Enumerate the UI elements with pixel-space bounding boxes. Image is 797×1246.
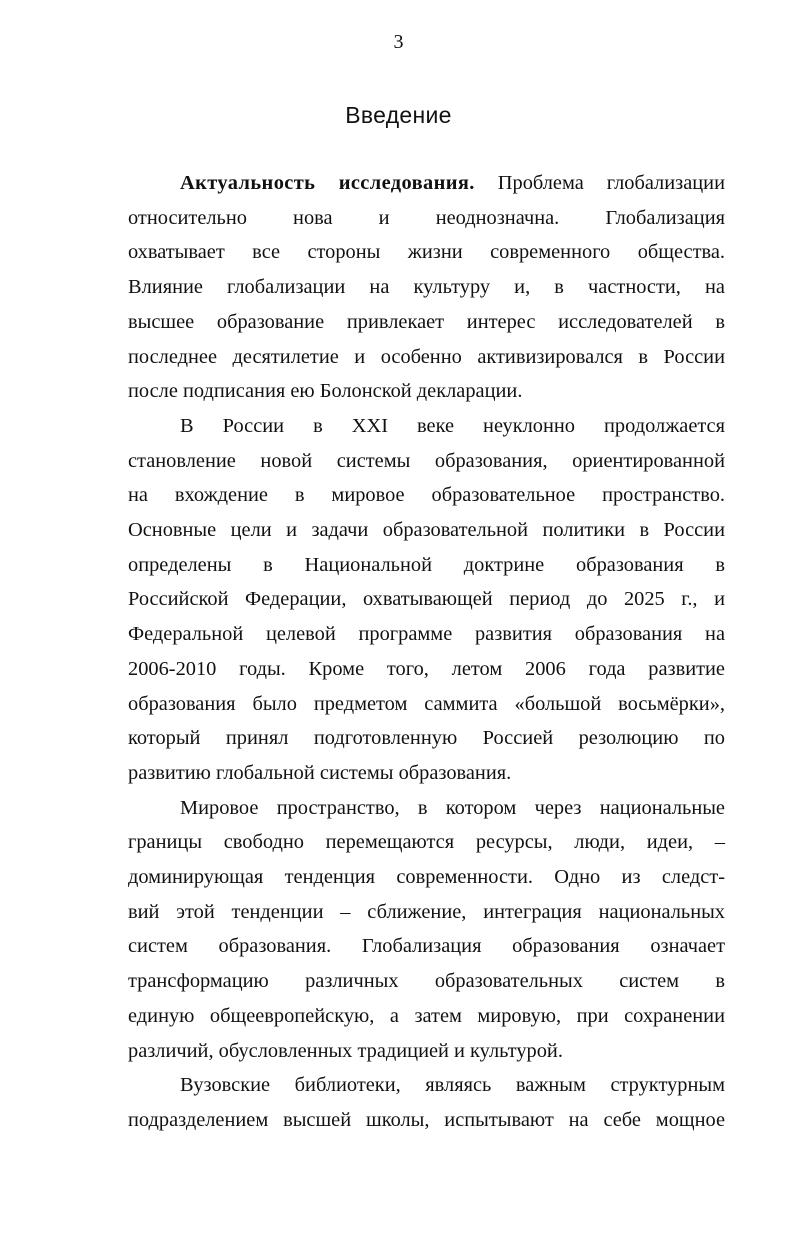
paragraph-line: В России в XXI веке неуклонно продолжается — [180, 414, 725, 437]
paragraph-line: становление новой системы образования, ориентированной — [128, 449, 725, 472]
paragraph-line: Федеральной целевой программе развития образования на — [128, 623, 725, 646]
paragraph-line: Мировое пространство, в котором через национальные — [180, 796, 725, 819]
paragraph-line: высшее образование привлекает интерес исследователей в — [128, 310, 725, 333]
section-heading: Введение — [345, 102, 452, 128]
paragraph-lead-bold: Актуальность исследования. — [180, 172, 475, 194]
paragraph-line: трансформацию различных образовательных систем в — [128, 970, 725, 993]
paragraph-line: 2006-2010 годы. Кроме того, летом 2006 года развитие — [128, 657, 725, 680]
paragraph-line: систем образования. Глобализация образования означает — [128, 935, 725, 958]
paragraph-line: который принял подготовленную Россией резолюцию по — [128, 727, 725, 750]
paragraph-line: развитию глобальной системы образования. — [128, 761, 512, 784]
paragraph-line: Основные цели и задачи образовательной политики в России — [128, 519, 725, 542]
paragraph-russia-education — [128, 409, 725, 791]
paragraph-line: подразделением высшей школы, испытывают на себе мощное — [128, 1108, 725, 1131]
paragraph-line: последнее десятилетие и особенно активизировался в России — [128, 345, 725, 368]
body-text — [128, 166, 725, 1138]
paragraph-line: Вузовские библиотеки, являясь важным структурным — [180, 1074, 725, 1097]
paragraph-globalization — [128, 791, 725, 1069]
paragraph-relevance — [128, 166, 725, 409]
paragraph-line: границы свободно перемещаются ресурсы, люди, идеи, – — [128, 831, 725, 854]
paragraph-line-text: Проблема глобализации — [474, 172, 725, 194]
paragraph-line: на вхождение в мировое образовательное пространство. — [128, 484, 725, 507]
paragraph-line: доминирующая тенденция современности. Одно из следст- — [128, 866, 725, 889]
paragraph-line: охватывает все стороны жизни современного общества. — [128, 241, 725, 264]
paragraph-line: вий этой тенденции – сближение, интеграция национальных — [128, 900, 725, 923]
paragraph-line: Влияние глобализации на культуру и, в частности, на — [128, 276, 725, 299]
paragraph-line: Российской Федерации, охватывающей период до 2025 г., и — [128, 588, 725, 611]
paragraph-line: определены в Национальной доктрине образования в — [128, 553, 725, 576]
paragraph-line: после подписания ею Болонской декларации. — [128, 380, 523, 403]
paragraph-line: относительно нова и неоднозначна. Глобализация — [128, 206, 725, 229]
paragraph-line: единую общеевропейскую, а затем мировую, при сохранении — [128, 1004, 725, 1027]
paragraph-line: различий, обусловленных традицией и культурой. — [128, 1039, 563, 1062]
paragraph-libraries — [128, 1068, 725, 1137]
page-number: 3 — [393, 31, 404, 53]
paragraph-line: образования было предметом саммита «большой восьмёрки», — [128, 692, 725, 715]
paragraph-line — [128, 166, 725, 201]
